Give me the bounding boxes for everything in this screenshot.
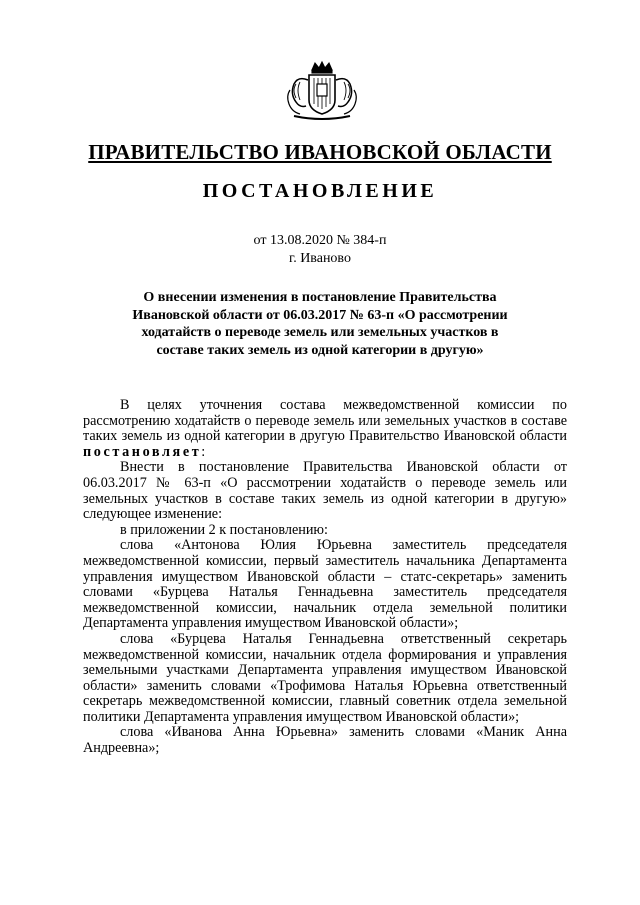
paragraph-change-3: слова «Иванова Анна Юрьевна» заменить словами «Маник Анна Андреевна»; xyxy=(83,724,567,757)
paragraph-preamble: В целях уточнения состава межведомственной комиссии по рассмотрению ходатайств о переводе земель или земельных участков в составе таких земель из одной категории в другую Правительство Ивановской области постановляет: xyxy=(83,397,567,460)
paragraph-annex: в приложении 2 к постановлению: xyxy=(120,521,328,538)
paragraph-amend: Внести в постановление Правительства Ивановской области от 06.03.2017 № 63-п «О рассмотрении ходатайств о переводе земель или земельных участков в составе таких земель из одной категории в другую» следующее изменение: xyxy=(83,459,567,523)
document-type: ПОСТАНОВЛЕНИЕ xyxy=(202,180,438,202)
document-subject: О внесении изменения в постановление Правительства Ивановской области от 06.03.2017 № 63-п «О рассмотрении ходатайств о переводе земель или земельных участков в составе таких земель из одной категории в другую» xyxy=(132,290,508,358)
resolves-word: постановляет xyxy=(83,443,202,460)
coat-of-arms-icon xyxy=(284,60,360,124)
document-date-number: от 13.08.2020 № 384-п xyxy=(253,233,387,248)
paragraph-change-2: слова «Бурцева Наталья Геннадьевна ответственный секретарь межведомственной комиссии, начальник отдела формирования и управления земельными участками Департамента управления имуществом Ивановской области» заменить словами «Трофимова Наталья Юрьевна ответственный секретарь межведомственной комиссии, главный советник отдела земельной политики Департамента управления имуществом Ивановской области»; xyxy=(83,630,567,725)
paragraph-change-1: слова «Антонова Юлия Юрьевна заместитель председателя межведомственной комиссии, первый заместитель начальника Департамента управления имуществом Ивановской области – статс-секретарь» заменить словами «Бурцева Наталья Геннадьевна заместитель председателя межведомственной комиссии, начальник отдела земельной политики Департамента управления имуществом Ивановской области»; xyxy=(83,537,567,632)
document-body xyxy=(83,398,567,757)
government-title: ПРАВИТЕЛЬСТВО ИВАНОВСКОЙ ОБЛАСТИ xyxy=(88,140,552,164)
document-city: г. Иваново xyxy=(289,251,351,266)
